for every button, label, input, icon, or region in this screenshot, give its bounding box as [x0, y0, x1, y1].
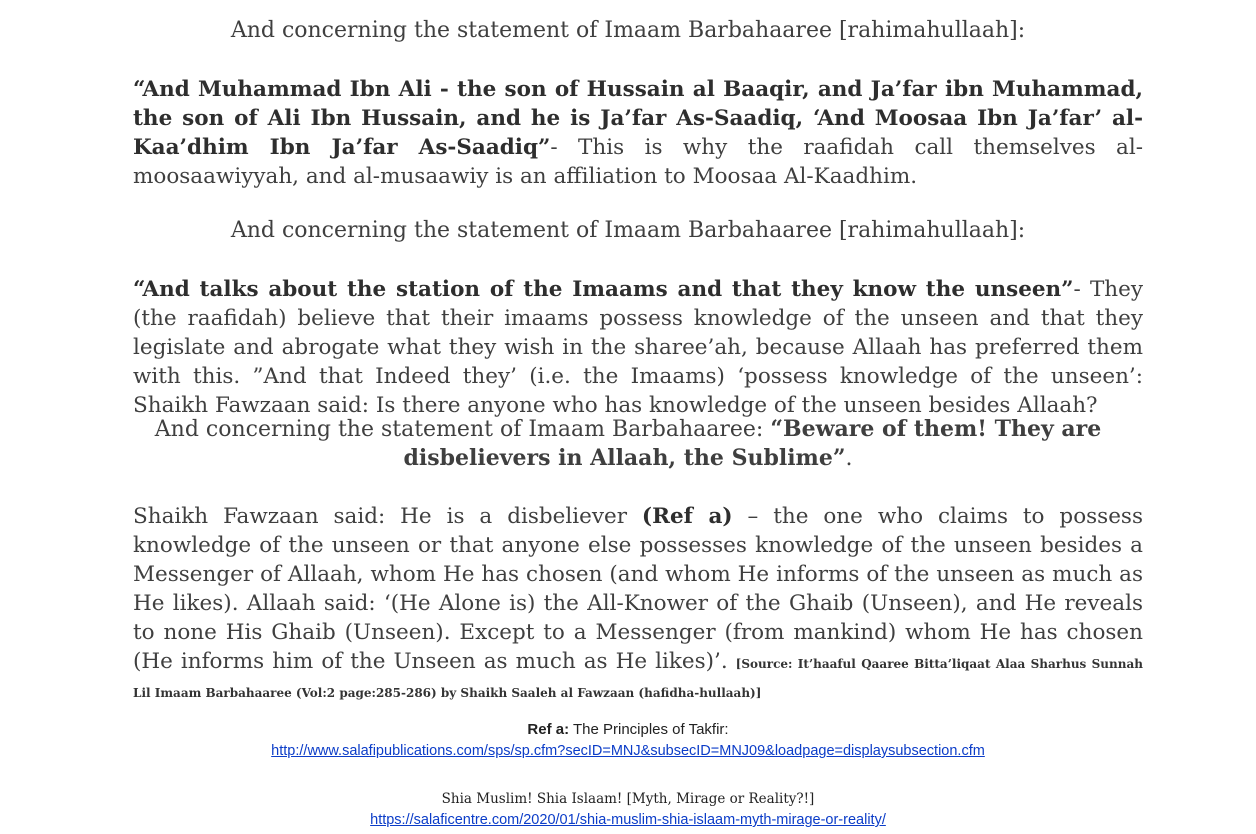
paragraph-2 [133, 275, 1143, 420]
paragraph-3-start: Shaikh Fawzaan said: He is a disbeliever [133, 504, 642, 529]
ref-a-link[interactable]: http://www.salafipublications.com/sps/sp.cfm?secID=MNJ&subsecID=MNJ09&loadpage=displaysubsection.cfm [271, 743, 985, 759]
heading-statement-1: And concerning the statement of Imaam Barbahaaree [rahimahullaah]: [230, 18, 1026, 43]
paragraph-3-text: – the one who claims to possess knowledge of the unseen or that anyone else possesses knowledge of the unseen besides a Messenger of Allaah, whom He has chosen (and whom He informs of the unseen as much as He likes). Allaah said: ‘(He Alone is) the All-Knower of the Ghaib (Unseen), and He reveals to none His Ghaib (Unseen). Except to a Messenger (from mankind) whom He has chosen (He informs him of the Unseen as much as He likes)’. [133, 504, 1143, 674]
ref-a-title [0, 721, 1256, 738]
center-statement-line-1 [0, 416, 1256, 442]
center-statement-line-2 [0, 445, 1256, 471]
ref-a-label: Ref a: [527, 721, 570, 738]
paragraph-2-text: - They (the raafidah) believe that their imaams possess knowledge of the unseen and that they legislate and abrogate what they wish in the sharee’ah, because Allaah has preferred them with this. ”And that Indeed they’ (i.e. the Imaams) ‘possess knowledge of the unseen’: Shaikh Fawzaan said: Is there anyone who has knowledge of the unseen besides Allaah? [133, 277, 1143, 418]
paragraph-2-quote: “And talks about the station of the Imaams and that they know the unseen” [133, 277, 1074, 302]
center-statement-quote-2: disbelievers in Allaah, the Sublime” [403, 445, 846, 471]
center-statement-text: And concerning the statement of Imaam Barbahaaree: [154, 417, 771, 442]
center-statement-end: . [845, 446, 853, 471]
source-citation: [Source: It’haaful Qaaree Bitta’liqaat Alaa Sharhus Sunnah Lil Imaam Barbahaaree (Vol:2 page:285-286) by Shaikh Saaleh al Fawzaan (hafidha-hullaah)] [133, 657, 1143, 700]
heading-statement-2: And concerning the statement of Imaam Barbahaaree [rahimahullaah]: [230, 218, 1026, 243]
paragraph-1-text: - This is why the raafidah call themselves al-moosaawiyyah, and al-musaawiy is an affiliation to Moosaa Al-Kaadhim. [133, 135, 1143, 189]
ref-a-text: The Principles of Takfir: [569, 721, 729, 738]
footer-link[interactable]: https://salaficentre.com/2020/01/shia-muslim-shia-islaam-myth-mirage-or-reality/ [370, 812, 886, 828]
paragraph-1-quote: “And Muhammad Ibn Ali - the son of Hussain al Baaqir, and Ja’far ibn Muhammad, the son of Ali Ibn Hussain, and he is Ja’far As-Saadiq, ‘And Moosaa Ibn Ja’far’ al-Kaa’dhim Ibn Ja’far As-Saadiq” [133, 77, 1143, 160]
paragraph-3 [133, 502, 1143, 705]
paragraph-1 [133, 75, 1143, 191]
center-statement-quote-1: “Beware of them! They are [770, 416, 1102, 442]
footer-title: Shia Muslim! Shia Islaam! [Myth, Mirage or Reality?!] [441, 791, 815, 807]
paragraph-3-ref: (Ref a) [641, 504, 733, 529]
